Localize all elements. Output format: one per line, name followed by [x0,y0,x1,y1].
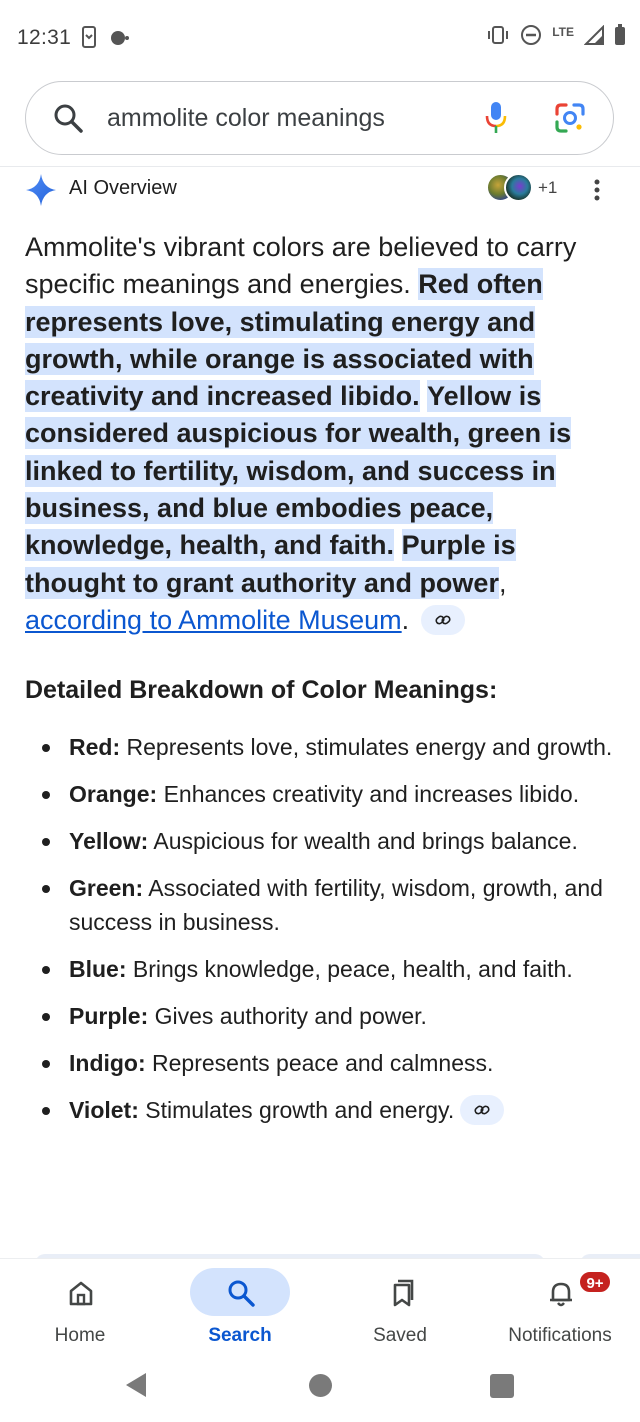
item-term: Red: [69,734,121,760]
item-text: Brings knowledge, peace, health, and faith. [126,956,573,982]
item-text: Gives authority and power. [148,1003,427,1029]
ai-overview-header [25,170,615,208]
highlight-red-orange: Red often represents love, stimulating energy and growth, while orange is associated with creativity and increased libido. [25,269,543,412]
link-icon [474,1103,490,1117]
screenshot-icon [80,26,98,53]
list-item [25,1093,615,1127]
source-avatar[interactable] [504,173,533,202]
status-bar [0,0,640,78]
breakdown-title: Detailed Breakdown of Color Meanings: [25,676,498,704]
nav-saved[interactable] [320,1259,480,1359]
ai-overview-text [25,229,615,639]
nav-label: Notifications [508,1325,612,1346]
list-item [25,777,615,811]
search-icon [52,102,84,139]
item-text: Represents peace and calmness. [145,1050,494,1076]
nav-search[interactable] [160,1259,320,1359]
list-item [25,824,615,858]
nav-label: Search [208,1325,272,1346]
list-item [25,871,615,939]
search-bar[interactable] [25,81,614,155]
item-text: Represents love, stimulates energy and growth. [120,734,613,760]
overview-intro: Ammolite's vibrant colors are believed to carry specific meanings and energies. [25,232,577,300]
source-avatars[interactable] [486,173,538,203]
signal-icon [584,25,604,50]
item-term: Green: [69,875,144,901]
nav-notifications[interactable] [480,1259,640,1359]
more-options-icon[interactable] [593,178,601,207]
list-item [25,730,615,764]
vibrate-icon [486,25,510,50]
cast-icon [108,28,130,51]
item-term: Yellow: [69,828,149,854]
source-count[interactable]: +1 [538,178,558,197]
home-button-icon[interactable] [309,1374,332,1397]
recents-icon[interactable] [490,1374,514,1398]
item-text: Associated with fertility, wisdom, growth, and success in business. [69,875,603,935]
link-suffix: . [401,604,410,635]
lens-icon[interactable] [554,102,586,139]
source-link[interactable]: according to Ammolite Museum [25,604,402,635]
item-term: Purple: [69,1003,149,1029]
status-time: 12:31 [17,26,72,49]
bottom-navigation [0,1258,640,1358]
link-prefix: , [498,567,507,598]
citation-link-button[interactable] [421,605,465,635]
item-text: Stimulates growth and energy. [138,1097,455,1123]
list-item [25,1046,615,1080]
network-label: LTE [552,24,574,39]
list-item [25,999,615,1033]
link-icon [435,613,451,627]
item-text: Enhances creativity and increases libido. [157,781,580,807]
nav-home[interactable] [0,1259,160,1359]
bookmarks-icon [386,1278,416,1308]
bell-icon [546,1278,576,1308]
search-icon [226,1278,256,1308]
nav-label: Saved [373,1325,427,1346]
item-text: Auspicious for wealth and brings balance. [148,828,578,854]
search-input[interactable]: ammolite color meanings [107,104,385,132]
item-term: Indigo: [69,1050,146,1076]
highlight-purple: Purple is thought to grant authority and power [25,530,516,598]
highlight-yellow-green-blue: Yellow is considered auspicious for wealth, green is linked to fertility, wisdom, and success in business, and blue embodies peace, knowledge, health, and faith. [25,381,572,561]
system-navigation-bar [0,1358,640,1422]
home-icon [66,1278,96,1308]
notification-badge: 9+ [578,1270,612,1294]
nav-label: Home [54,1325,106,1346]
list-item [25,952,615,986]
item-term: Violet: [69,1097,139,1123]
mic-icon[interactable] [483,100,509,141]
ai-overview-title: AI Overview [69,177,177,199]
battery-icon [614,24,626,51]
item-term: Blue: [69,956,127,982]
do-not-disturb-icon [520,24,542,51]
back-icon[interactable] [124,1372,148,1403]
item-term: Orange: [69,781,158,807]
header-divider [0,166,640,167]
color-meaning-list [25,730,615,1140]
sparkle-icon [25,173,57,212]
citation-link-button[interactable] [460,1095,504,1125]
